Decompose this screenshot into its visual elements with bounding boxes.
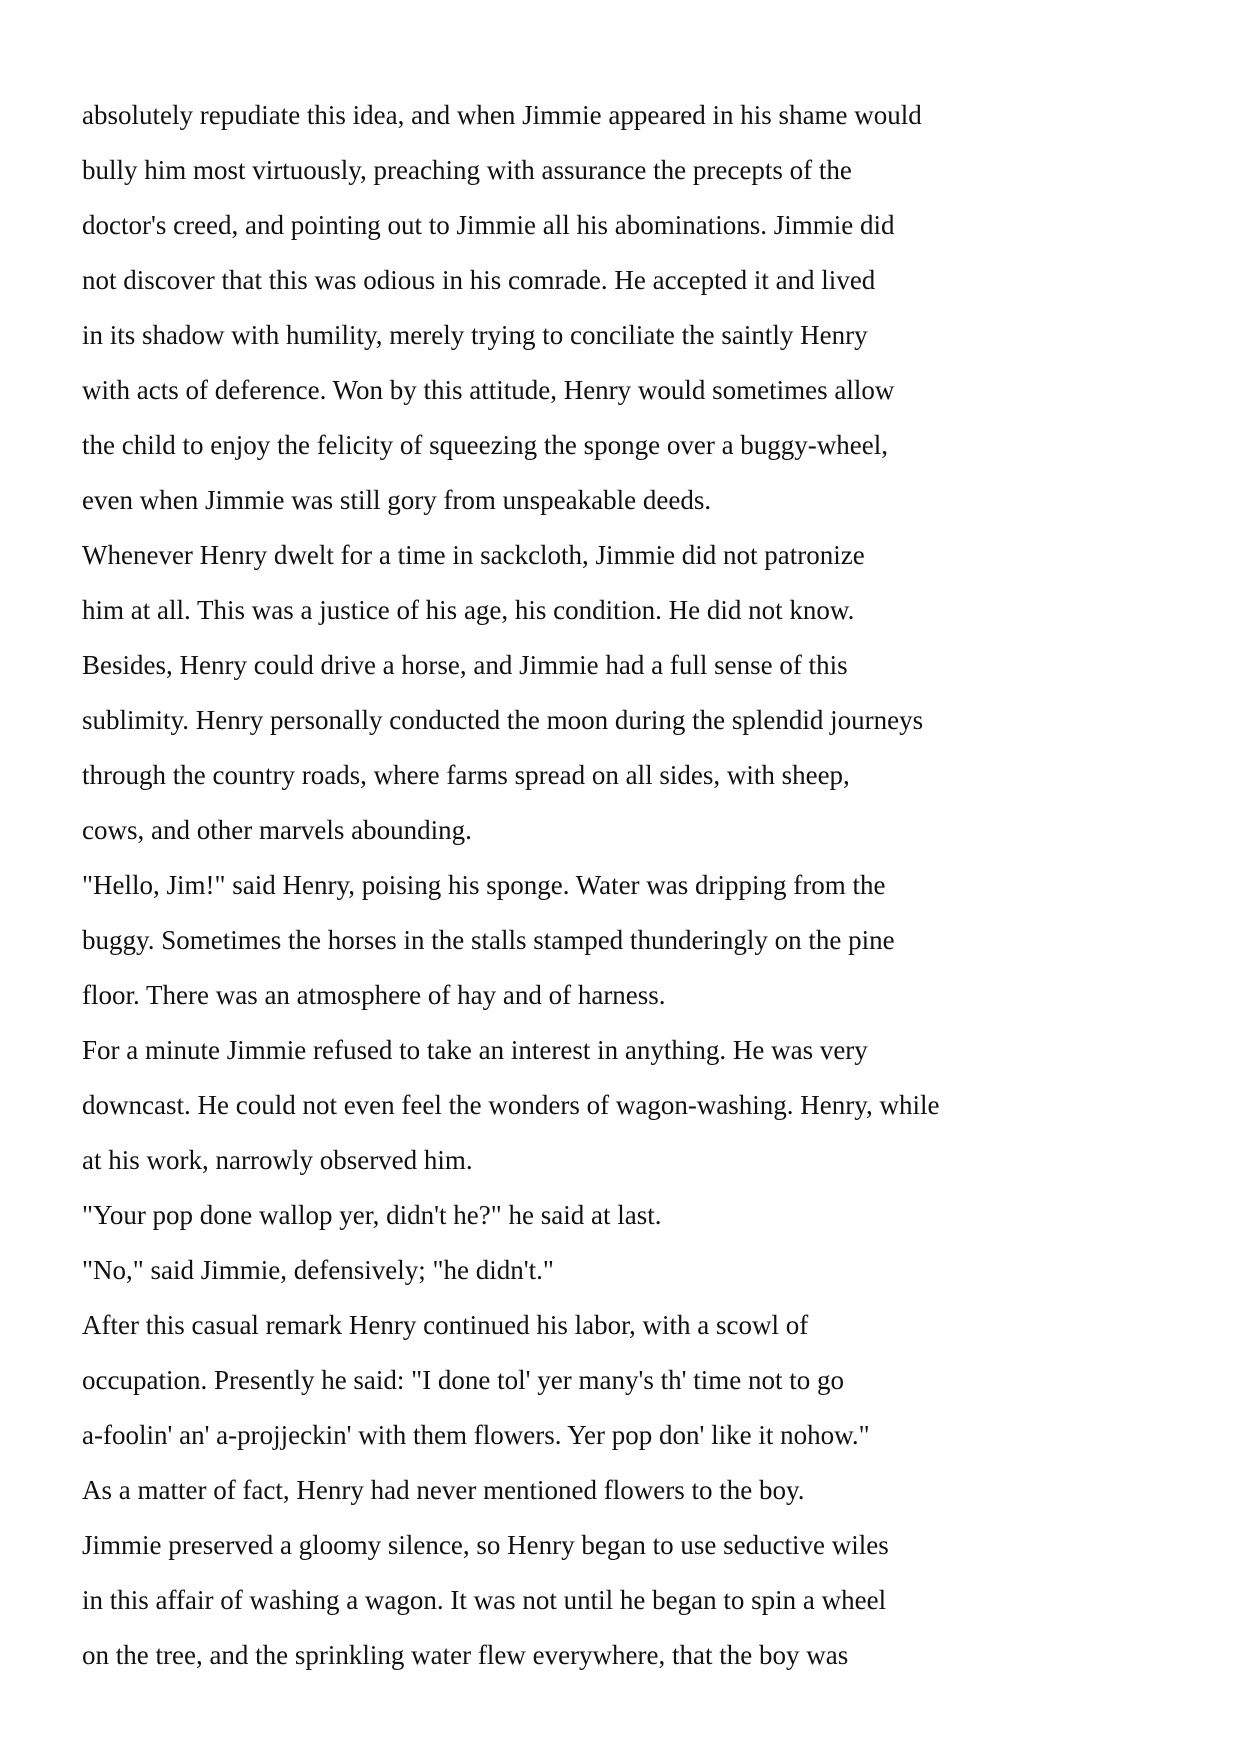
text-line: in its shadow with humility, merely trying to conciliate the saintly Henry [82,320,868,350]
text-line: downcast. He could not even feel the wonders of wagon-washing. Henry, while [82,1090,940,1120]
text-line: Besides, Henry could drive a horse, and Jimmie had a full sense of this [82,650,848,680]
text-line: sublimity. Henry personally conducted the moon during the splendid journeys [82,705,924,735]
text-line: buggy. Sometimes the horses in the stalls stamped thunderingly on the pine [82,925,895,955]
text-line: absolutely repudiate this idea, and when Jimmie appeared in his shame would [82,100,922,130]
text-line: at his work, narrowly observed him. [82,1145,473,1175]
text-line: occupation. Presently he said: "I done tol' yer many's th' time not to go [82,1365,844,1395]
text-line: Whenever Henry dwelt for a time in sackcloth, Jimmie did not patronize [82,540,865,570]
text-line: in this affair of washing a wagon. It was not until he began to spin a wheel [82,1585,887,1615]
text-line: through the country roads, where farms spread on all sides, with sheep, [82,760,850,790]
text-line: on the tree, and the sprinkling water flew everywhere, that the boy was [82,1640,849,1670]
text-line: For a minute Jimmie refused to take an interest in anything. He was very [82,1035,868,1065]
text-line: a-foolin' an' a-projjeckin' with them flowers. Yer pop don' like it nohow." [82,1420,870,1450]
text-line: bully him most virtuously, preaching with assurance the precepts of the [82,155,852,185]
text-line: After this casual remark Henry continued his labor, with a scowl of [82,1310,809,1340]
text-line: the child to enjoy the felicity of squeezing the sponge over a buggy-wheel, [82,430,889,460]
text-line: "No," said Jimmie, defensively; "he didn't." [82,1255,554,1285]
text-line: Jimmie preserved a gloomy silence, so Henry began to use seductive wiles [82,1530,889,1560]
text-line: cows, and other marvels abounding. [82,815,472,845]
text-line: with acts of deference. Won by this attitude, Henry would sometimes allow [82,375,895,405]
text-line: not discover that this was odious in his comrade. He accepted it and lived [82,265,876,295]
text-line: him at all. This was a justice of his age, his condition. He did not know. [82,595,855,625]
text-line: even when Jimmie was still gory from unspeakable deeds. [82,485,712,515]
text-line: floor. There was an atmosphere of hay and of harness. [82,980,666,1010]
text-line: "Your pop done wallop yer, didn't he?" he said at last. [82,1200,662,1230]
text-line: doctor's creed, and pointing out to Jimmie all his abominations. Jimmie did [82,210,895,240]
text-line: "Hello, Jim!" said Henry, poising his sponge. Water was dripping from the [82,870,886,900]
text-line: As a matter of fact, Henry had never mentioned flowers to the boy. [82,1475,805,1505]
body-text [82,88,1182,1683]
